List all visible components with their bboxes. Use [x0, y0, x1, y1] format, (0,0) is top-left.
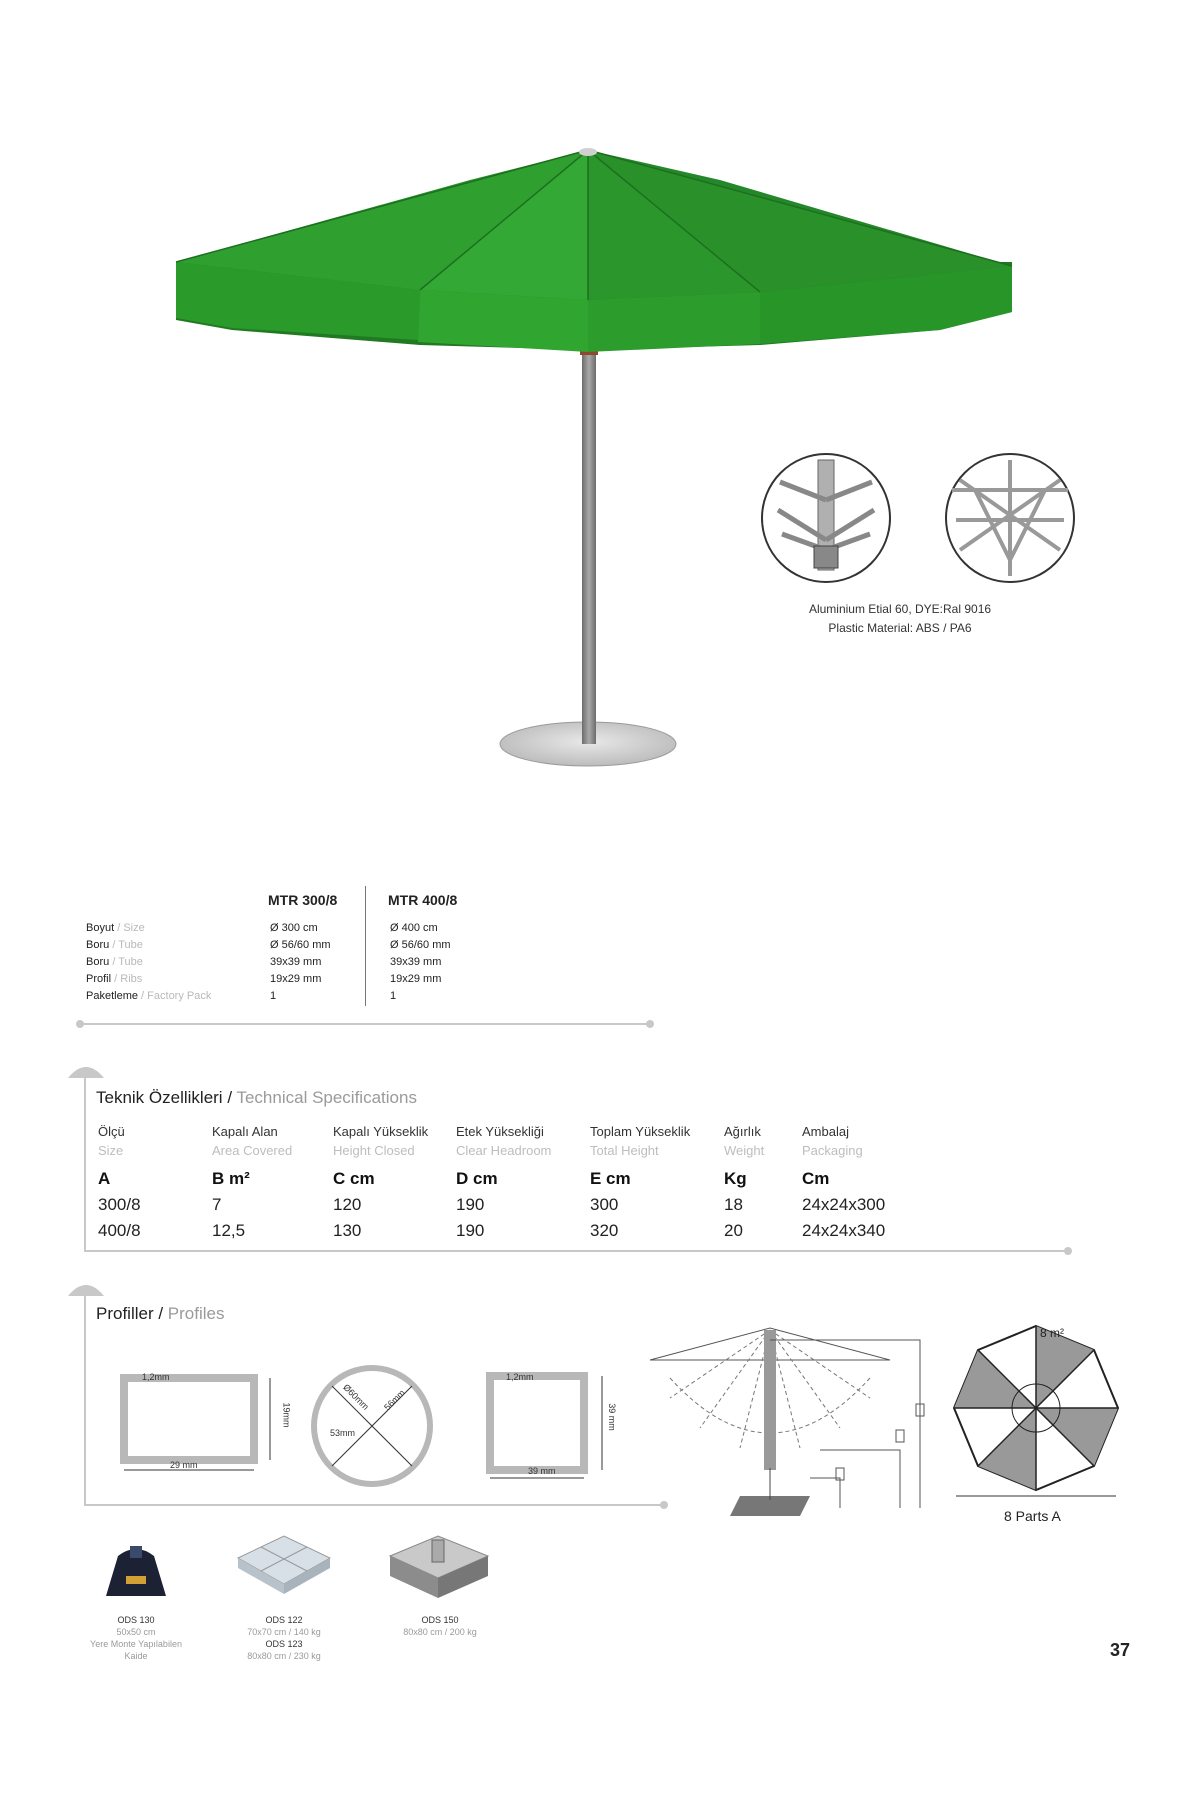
page-number: 37 [1109, 1640, 1130, 1660]
ribs-detail-image [946, 454, 1074, 582]
hub-detail-image [762, 454, 890, 582]
spec-column-total-height: Toplam Yükseklik Total Height E cm 300 320 [590, 1124, 691, 1240]
model-header-300: MTR 300/8 [268, 892, 338, 908]
material-caption [770, 600, 1030, 638]
base-ods130-image [96, 1536, 176, 1600]
product-caption-ods130: ODS 130 50x50 cm Yere Monte Yapılabilen Kaide [90, 1615, 182, 1661]
top-view-diagram [946, 1316, 1126, 1506]
mechanism-details [760, 450, 1080, 590]
spec-column-headroom: Etek Yüksekliği Clear Headroom D cm 190 190 [456, 1124, 552, 1240]
round-profile [308, 1362, 438, 1492]
spec-column-packaging: Ambalaj Packaging Cm 24x24x300 24x24x340 [802, 1124, 886, 1240]
rect1-thickness: 1,2mm [142, 1372, 170, 1382]
material-line-1: Aluminium Etial 60, DYE:Ral 9016 [808, 602, 992, 616]
profiles-frame [84, 1296, 86, 1506]
umbrella-icon [66, 1060, 106, 1080]
model-rule [80, 1023, 650, 1025]
rule-dot [76, 1020, 84, 1028]
top-view-parts: 8 Parts A [1004, 1508, 1061, 1524]
model-row-label: Paketleme / Factory Pack [86, 990, 212, 1002]
model-row-labels [86, 920, 256, 1005]
round-radius-dim: 53mm [330, 1428, 356, 1438]
model-row-label: Boyut / Size [86, 922, 145, 934]
rect2-width: 39 mm [528, 1466, 556, 1476]
product-caption-ods122: ODS 122 70x70 cm / 140 kg ODS 123 80x80 cm / 230 kg [247, 1615, 321, 1661]
tech-rule [84, 1250, 1070, 1252]
rect-profile-29x19 [112, 1370, 292, 1480]
rect1-width: 29 mm [170, 1460, 198, 1470]
base-ods122-image [232, 1524, 336, 1604]
spec-column-height-closed: Kapalı Yükseklik Height Closed C cm 120 130 [333, 1124, 429, 1240]
round-inner-dim: 56mm [382, 1387, 407, 1413]
spec-column-weight: Ağırlık Weight Kg 18 20 [724, 1124, 765, 1240]
model-row-label: Boru / Tube [86, 939, 143, 951]
material-line-2: Plastic Material: ABS / PA6 [828, 621, 972, 635]
model-300-values: Ø 300 cm Ø 56/60 mm 39x39 mm 19x29 mm 1 [270, 922, 331, 1002]
model-400-values: Ø 400 cm Ø 56/60 mm 39x39 mm 19x29 mm 1 [390, 922, 451, 1002]
rule-dot [1064, 1247, 1072, 1255]
top-view-area: 8 m² [1040, 1326, 1064, 1340]
tech-title: Teknik Özellikleri / Technical Specifications [96, 1088, 417, 1107]
rect2-thickness: 1,2mm [506, 1372, 534, 1382]
tech-frame [84, 1078, 86, 1250]
round-outer-dim: Ø60mm [341, 1382, 371, 1412]
profiles-rule [84, 1504, 666, 1506]
base-ods150-image [384, 1526, 494, 1602]
model-row-label: Boru / Tube [86, 956, 143, 968]
rule-dot [646, 1020, 654, 1028]
side-elevation-diagram [640, 1318, 930, 1518]
profiles-title: Profiller / Profiles [96, 1304, 225, 1323]
spec-column-size: Ölçü Size A 300/8 400/8 [98, 1124, 141, 1240]
product-caption-ods150: ODS 150 80x80 cm / 200 kg [403, 1615, 477, 1637]
model-divider [365, 886, 366, 1006]
rect2-height: 39 mm [606, 1403, 617, 1431]
model-row-label: Profil / Ribs [86, 973, 143, 985]
umbrella-icon [66, 1278, 106, 1298]
umbrella-illustration [0, 0, 1200, 800]
spec-column-area: Kapalı Alan Area Covered B m² 7 12,5 [212, 1124, 293, 1240]
rect1-height: 19mm [281, 1402, 292, 1428]
model-header-400: MTR 400/8 [388, 892, 458, 908]
umbrella-pole [582, 330, 596, 744]
square-profile-39x39 [474, 1370, 624, 1480]
